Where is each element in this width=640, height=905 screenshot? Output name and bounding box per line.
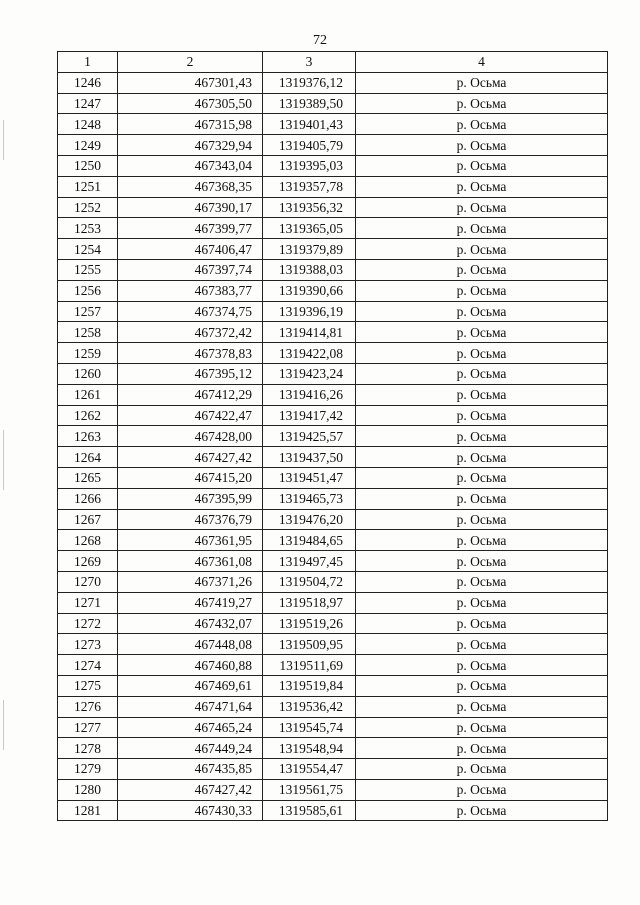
- x-coordinate-cell: 467378,83: [118, 343, 263, 364]
- description-cell: р. Осьма: [356, 675, 608, 696]
- y-coordinate-cell: 1319504,72: [263, 571, 356, 592]
- point-number-cell: 1253: [58, 218, 118, 239]
- description-cell: р. Осьма: [356, 197, 608, 218]
- point-number-cell: 1255: [58, 259, 118, 280]
- y-coordinate-cell: 1319365,05: [263, 218, 356, 239]
- description-cell: р. Осьма: [356, 738, 608, 759]
- y-coordinate-cell: 1319519,84: [263, 675, 356, 696]
- x-coordinate-cell: 467471,64: [118, 696, 263, 717]
- scan-edge-mark: [3, 120, 4, 160]
- point-number-cell: 1258: [58, 322, 118, 343]
- table-row: [58, 426, 608, 447]
- x-coordinate-cell: 467301,43: [118, 72, 263, 93]
- x-coordinate-cell: 467465,24: [118, 717, 263, 738]
- header-col-4: 4: [356, 52, 608, 73]
- table-row: [58, 405, 608, 426]
- point-number-cell: 1260: [58, 363, 118, 384]
- description-cell: р. Осьма: [356, 239, 608, 260]
- description-cell: р. Осьма: [356, 509, 608, 530]
- table-row: [58, 135, 608, 156]
- table-row: [58, 488, 608, 509]
- x-coordinate-cell: 467371,26: [118, 571, 263, 592]
- point-number-cell: 1252: [58, 197, 118, 218]
- description-cell: р. Осьма: [356, 613, 608, 634]
- y-coordinate-cell: 1319536,42: [263, 696, 356, 717]
- point-number-cell: 1254: [58, 239, 118, 260]
- table-row: [58, 551, 608, 572]
- table-header-row: [58, 52, 608, 73]
- point-number-cell: 1281: [58, 800, 118, 821]
- description-cell: р. Осьма: [356, 655, 608, 676]
- header-col-3: 3: [263, 52, 356, 73]
- y-coordinate-cell: 1319484,65: [263, 530, 356, 551]
- x-coordinate-cell: 467427,42: [118, 447, 263, 468]
- y-coordinate-cell: 1319476,20: [263, 509, 356, 530]
- point-number-cell: 1267: [58, 509, 118, 530]
- table-body: [58, 72, 608, 821]
- y-coordinate-cell: 1319416,26: [263, 384, 356, 405]
- table-row: [58, 592, 608, 613]
- x-coordinate-cell: 467305,50: [118, 93, 263, 114]
- table-row: [58, 675, 608, 696]
- scan-edge-mark: [3, 430, 4, 490]
- y-coordinate-cell: 1319396,19: [263, 301, 356, 322]
- table-row: [58, 800, 608, 821]
- table-row: [58, 384, 608, 405]
- table-row: [58, 322, 608, 343]
- point-number-cell: 1263: [58, 426, 118, 447]
- point-number-cell: 1269: [58, 551, 118, 572]
- y-coordinate-cell: 1319405,79: [263, 135, 356, 156]
- y-coordinate-cell: 1319561,75: [263, 779, 356, 800]
- x-coordinate-cell: 467397,74: [118, 259, 263, 280]
- y-coordinate-cell: 1319376,12: [263, 72, 356, 93]
- table-row: [58, 363, 608, 384]
- y-coordinate-cell: 1319585,61: [263, 800, 356, 821]
- table-row: [58, 655, 608, 676]
- x-coordinate-cell: 467383,77: [118, 280, 263, 301]
- description-cell: р. Осьма: [356, 405, 608, 426]
- y-coordinate-cell: 1319389,50: [263, 93, 356, 114]
- x-coordinate-cell: 467374,75: [118, 301, 263, 322]
- description-cell: р. Осьма: [356, 551, 608, 572]
- table-row: [58, 197, 608, 218]
- x-coordinate-cell: 467419,27: [118, 592, 263, 613]
- table-row: [58, 218, 608, 239]
- x-coordinate-cell: 467361,95: [118, 530, 263, 551]
- table-row: [58, 613, 608, 634]
- description-cell: р. Осьма: [356, 634, 608, 655]
- description-cell: р. Осьма: [356, 114, 608, 135]
- table-row: [58, 509, 608, 530]
- description-cell: р. Осьма: [356, 135, 608, 156]
- point-number-cell: 1264: [58, 447, 118, 468]
- x-coordinate-cell: 467315,98: [118, 114, 263, 135]
- description-cell: р. Осьма: [356, 280, 608, 301]
- table-row: [58, 530, 608, 551]
- table-row: [58, 259, 608, 280]
- y-coordinate-cell: 1319417,42: [263, 405, 356, 426]
- point-number-cell: 1274: [58, 655, 118, 676]
- x-coordinate-cell: 467469,61: [118, 675, 263, 696]
- description-cell: р. Осьма: [356, 447, 608, 468]
- x-coordinate-cell: 467428,00: [118, 426, 263, 447]
- y-coordinate-cell: 1319356,32: [263, 197, 356, 218]
- table-row: [58, 343, 608, 364]
- x-coordinate-cell: 467390,17: [118, 197, 263, 218]
- description-cell: р. Осьма: [356, 384, 608, 405]
- y-coordinate-cell: 1319414,81: [263, 322, 356, 343]
- table-row: [58, 447, 608, 468]
- x-coordinate-cell: 467399,77: [118, 218, 263, 239]
- point-number-cell: 1249: [58, 135, 118, 156]
- point-number-cell: 1259: [58, 343, 118, 364]
- table-row: [58, 114, 608, 135]
- point-number-cell: 1271: [58, 592, 118, 613]
- x-coordinate-cell: 467376,79: [118, 509, 263, 530]
- description-cell: р. Осьма: [356, 592, 608, 613]
- y-coordinate-cell: 1319497,45: [263, 551, 356, 572]
- x-coordinate-cell: 467449,24: [118, 738, 263, 759]
- y-coordinate-cell: 1319388,03: [263, 259, 356, 280]
- y-coordinate-cell: 1319451,47: [263, 467, 356, 488]
- y-coordinate-cell: 1319379,89: [263, 239, 356, 260]
- table-row: [58, 301, 608, 322]
- point-number-cell: 1279: [58, 759, 118, 780]
- table-row: [58, 72, 608, 93]
- point-number-cell: 1276: [58, 696, 118, 717]
- table-row: [58, 239, 608, 260]
- y-coordinate-cell: 1319357,78: [263, 176, 356, 197]
- x-coordinate-cell: 467427,42: [118, 779, 263, 800]
- description-cell: р. Осьма: [356, 530, 608, 551]
- x-coordinate-cell: 467395,99: [118, 488, 263, 509]
- coordinates-table: [57, 51, 608, 821]
- table-row: [58, 759, 608, 780]
- x-coordinate-cell: 467329,94: [118, 135, 263, 156]
- point-number-cell: 1251: [58, 176, 118, 197]
- x-coordinate-cell: 467395,12: [118, 363, 263, 384]
- description-cell: р. Осьма: [356, 322, 608, 343]
- point-number-cell: 1250: [58, 155, 118, 176]
- description-cell: р. Осьма: [356, 488, 608, 509]
- point-number-cell: 1270: [58, 571, 118, 592]
- description-cell: р. Осьма: [356, 343, 608, 364]
- table-row: [58, 280, 608, 301]
- y-coordinate-cell: 1319545,74: [263, 717, 356, 738]
- x-coordinate-cell: 467361,08: [118, 551, 263, 572]
- point-number-cell: 1268: [58, 530, 118, 551]
- point-number-cell: 1273: [58, 634, 118, 655]
- y-coordinate-cell: 1319390,66: [263, 280, 356, 301]
- description-cell: р. Осьма: [356, 363, 608, 384]
- x-coordinate-cell: 467448,08: [118, 634, 263, 655]
- y-coordinate-cell: 1319465,73: [263, 488, 356, 509]
- y-coordinate-cell: 1319425,57: [263, 426, 356, 447]
- table-row: [58, 176, 608, 197]
- description-cell: р. Осьма: [356, 72, 608, 93]
- description-cell: р. Осьма: [356, 155, 608, 176]
- point-number-cell: 1275: [58, 675, 118, 696]
- description-cell: р. Осьма: [356, 800, 608, 821]
- x-coordinate-cell: 467422,47: [118, 405, 263, 426]
- y-coordinate-cell: 1319395,03: [263, 155, 356, 176]
- point-number-cell: 1256: [58, 280, 118, 301]
- point-number-cell: 1277: [58, 717, 118, 738]
- point-number-cell: 1257: [58, 301, 118, 322]
- y-coordinate-cell: 1319548,94: [263, 738, 356, 759]
- description-cell: р. Осьма: [356, 426, 608, 447]
- table-row: [58, 634, 608, 655]
- y-coordinate-cell: 1319519,26: [263, 613, 356, 634]
- point-number-cell: 1247: [58, 93, 118, 114]
- table-row: [58, 155, 608, 176]
- point-number-cell: 1272: [58, 613, 118, 634]
- table-row: [58, 779, 608, 800]
- description-cell: р. Осьма: [356, 218, 608, 239]
- table-row: [58, 738, 608, 759]
- table-row: [58, 717, 608, 738]
- table-row: [58, 93, 608, 114]
- x-coordinate-cell: 467432,07: [118, 613, 263, 634]
- table-row: [58, 467, 608, 488]
- x-coordinate-cell: 467343,04: [118, 155, 263, 176]
- header-col-2: 2: [118, 52, 263, 73]
- description-cell: р. Осьма: [356, 759, 608, 780]
- point-number-cell: 1278: [58, 738, 118, 759]
- table-row: [58, 696, 608, 717]
- y-coordinate-cell: 1319554,47: [263, 759, 356, 780]
- y-coordinate-cell: 1319437,50: [263, 447, 356, 468]
- x-coordinate-cell: 467415,20: [118, 467, 263, 488]
- y-coordinate-cell: 1319423,24: [263, 363, 356, 384]
- point-number-cell: 1246: [58, 72, 118, 93]
- description-cell: р. Осьма: [356, 93, 608, 114]
- point-number-cell: 1280: [58, 779, 118, 800]
- point-number-cell: 1261: [58, 384, 118, 405]
- page-number: 72: [313, 33, 327, 48]
- y-coordinate-cell: 1319509,95: [263, 634, 356, 655]
- x-coordinate-cell: 467372,42: [118, 322, 263, 343]
- x-coordinate-cell: 467460,88: [118, 655, 263, 676]
- description-cell: р. Осьма: [356, 301, 608, 322]
- x-coordinate-cell: 467368,35: [118, 176, 263, 197]
- header-col-1: 1: [58, 52, 118, 73]
- description-cell: р. Осьма: [356, 467, 608, 488]
- x-coordinate-cell: 467430,33: [118, 800, 263, 821]
- x-coordinate-cell: 467435,85: [118, 759, 263, 780]
- description-cell: р. Осьма: [356, 696, 608, 717]
- description-cell: р. Осьма: [356, 717, 608, 738]
- point-number-cell: 1248: [58, 114, 118, 135]
- y-coordinate-cell: 1319401,43: [263, 114, 356, 135]
- description-cell: р. Осьма: [356, 176, 608, 197]
- y-coordinate-cell: 1319511,69: [263, 655, 356, 676]
- y-coordinate-cell: 1319422,08: [263, 343, 356, 364]
- x-coordinate-cell: 467412,29: [118, 384, 263, 405]
- table-row: [58, 571, 608, 592]
- point-number-cell: 1262: [58, 405, 118, 426]
- description-cell: р. Осьма: [356, 779, 608, 800]
- scan-edge-mark: [3, 700, 4, 750]
- y-coordinate-cell: 1319518,97: [263, 592, 356, 613]
- description-cell: р. Осьма: [356, 571, 608, 592]
- point-number-cell: 1265: [58, 467, 118, 488]
- x-coordinate-cell: 467406,47: [118, 239, 263, 260]
- description-cell: р. Осьма: [356, 259, 608, 280]
- point-number-cell: 1266: [58, 488, 118, 509]
